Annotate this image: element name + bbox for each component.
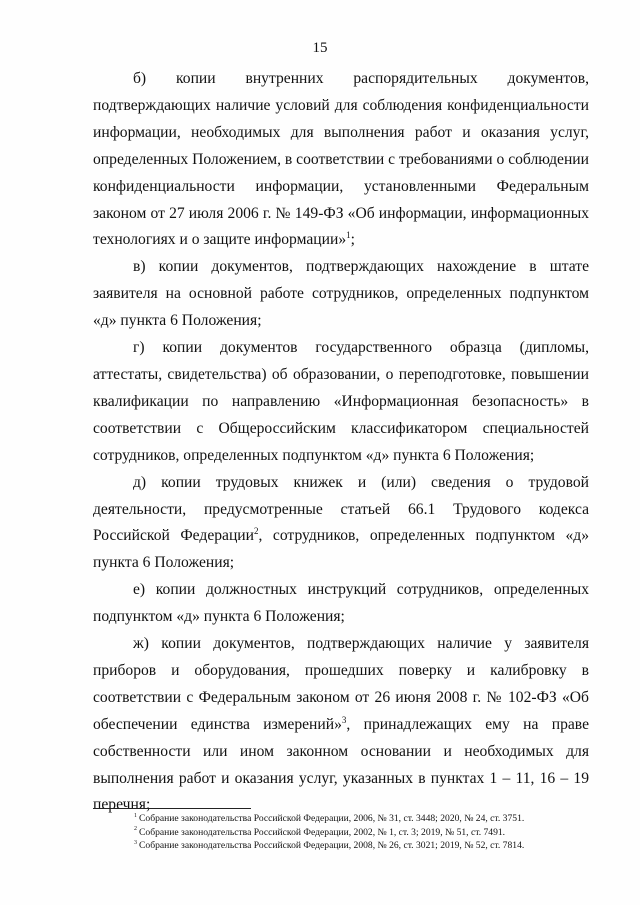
footnote-ref-1: 1 xyxy=(346,230,351,241)
footnotes xyxy=(134,812,604,853)
footnote-2: $^2$ Собрание законодательства Российской Федерации, 2002, № 1, ст. 3; 2019, № 51, ст. 7491. xyxy=(134,826,506,838)
footnote-3: $^3$ Собрание законодательства Российской Федерации, 2008, № 26, ст. 3021; 2019, № 52, ст. 7814. xyxy=(134,840,525,852)
document-body xyxy=(93,66,589,819)
paragraph-b: б) копии внутренних распорядительных документов, подтверждающих наличие условий для соблюдения конфиденциальности информации, необходимых для выполнения работ и оказания услуг, определенных Положением, в соответствии с требованиями о соблюдении конфиденциальности информации, установленными Федеральным законом от 27 июля 2006 г. № 149-ФЗ «Об информации, информационных технологиях и о защите информации»$^1$; xyxy=(93,70,589,249)
page-number: 15 xyxy=(312,40,328,56)
paragraph-e: е) копии должностных инструкций сотрудников, определенных подпунктом «д» пункта 6 Положения; xyxy=(93,581,589,626)
paragraph-v: в) копии документов, подтверждающих нахождение в штате заявителя на основной работе сотрудников, определенных подпунктом «д» пункта 6 Положения; xyxy=(93,258,589,330)
footnote-1: $^1$ Собрание законодательства Российской Федерации, 2006, № 31, ст. 3448; 2020, № 24, ст. 3751. xyxy=(134,812,525,824)
paragraph-g: г) копии документов государственного образца (дипломы, аттестаты, свидетельства) об образовании, о переподготовке, повышении квалификации по направлению «Информационная безопасность» в соответствии с Общероссийским классификатором специальностей сотрудников, определенных подпунктом «д» пункта 6 Положения; xyxy=(93,339,589,464)
paragraph-d: д) копии трудовых книжек и (или) сведения о трудовой деятельности, предусмотренные статьей 66.1 Трудового кодекса Российской Федерации$^2$, сотрудников, определенных подпунктом «д» пункта 6 Положения; xyxy=(93,473,589,572)
footnote-ref-3: 3 xyxy=(341,714,347,725)
footnote-ref-2: 2 xyxy=(254,526,259,537)
footnote-separator xyxy=(93,808,251,809)
paragraph-zh: ж) копии документов, подтверждающих наличие у заявителя приборов и оборудования, прошедших поверку и калибровку в соответствии с Федеральным законом от 26 июня 2008 г. № 102-ФЗ «Об обеспечении единства измерений»$^3$, принадлежащих ему на праве собственности или ином законном основании и необходимых для выполнения работ и оказания услуг, указанных в пунктах 1 – 11, 16 – 19 перечня; xyxy=(93,635,589,814)
